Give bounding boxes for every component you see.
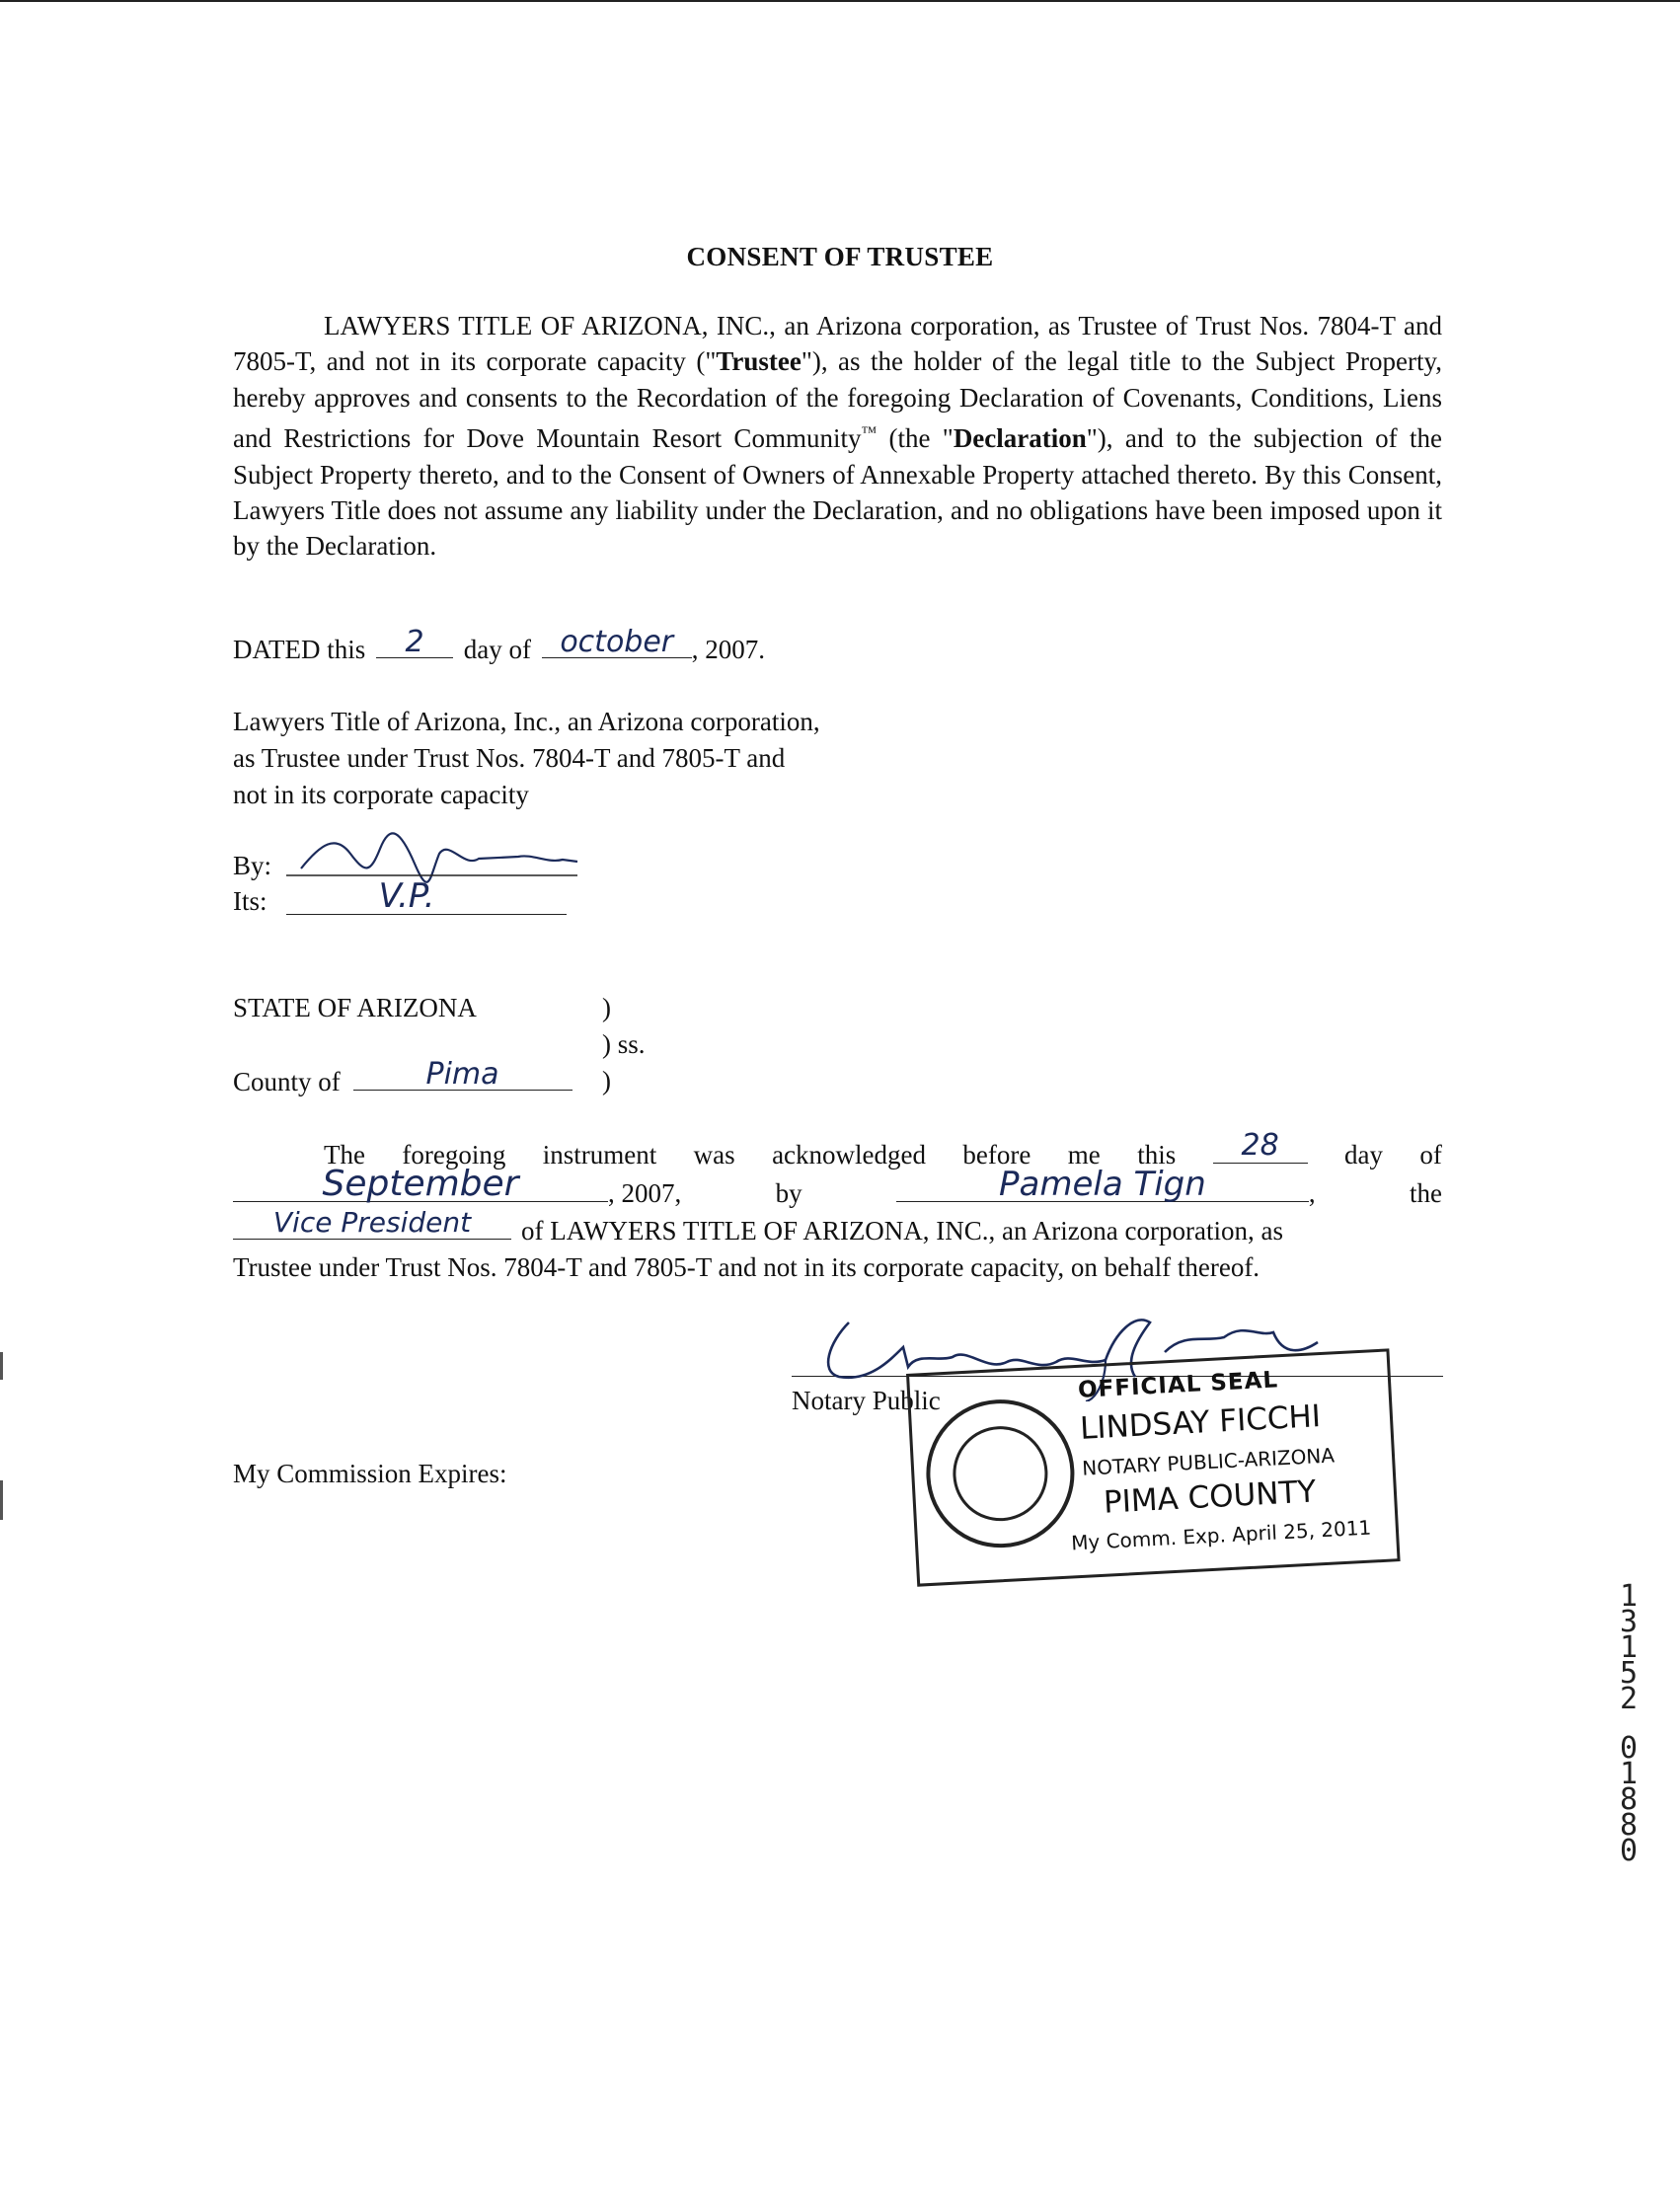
dated-month-field xyxy=(542,625,692,659)
ack-word: by xyxy=(775,1177,802,1208)
scan-mark xyxy=(0,1480,3,1520)
dated-prefix: DATED this xyxy=(233,635,366,664)
trustee-line: not in its corporate capacity xyxy=(233,780,529,809)
recording-number-char: 3 xyxy=(1619,1605,1639,1639)
its-handwritten: V.P. xyxy=(378,876,435,916)
ack-line-3 xyxy=(233,1205,1442,1249)
ack-day-field xyxy=(1213,1128,1308,1164)
dated-line xyxy=(233,625,765,666)
para-text: "), as the holder of the legal title to the Subject Property, hereby approves and consents to the Recordation of the foregoing Declaration of Covenants, Conditions, Liens and Restrictions for Dove Mountain Resort Community xyxy=(233,346,1442,454)
recording-number-char: 8 xyxy=(1619,1782,1639,1817)
dated-day-handwritten: 2 xyxy=(405,625,424,659)
commission-label: My Commission Expires: xyxy=(233,1459,507,1488)
ack-title-handwritten: Vice President xyxy=(272,1205,472,1239)
by-label: By: xyxy=(233,851,272,880)
venue-ss: ) ss. xyxy=(602,1029,646,1059)
para-text: (the " xyxy=(877,423,954,454)
seal-line-county: PIMA COUNTY xyxy=(1103,1473,1318,1521)
ack-name-handwritten: Pamela Tign xyxy=(999,1165,1206,1204)
county-label: County of xyxy=(233,1067,341,1096)
recording-number-char: 1 xyxy=(1619,1579,1639,1614)
venue-state: STATE OF ARIZONA xyxy=(233,993,477,1022)
venue-county xyxy=(233,1057,573,1098)
dated-mid: day of xyxy=(463,635,531,664)
acknowledgment-paragraph xyxy=(233,1128,1442,1285)
ack-word: acknowledged xyxy=(772,1140,927,1170)
recording-number-char: 0 xyxy=(1619,1731,1639,1766)
notary-label: Notary Public xyxy=(792,1386,941,1415)
dated-suffix: , 2007. xyxy=(691,635,765,664)
county-handwritten: Pima xyxy=(425,1057,499,1092)
trustee-line: as Trustee under Trust Nos. 7804-T and 7805-T and xyxy=(233,743,786,773)
trustee-line: Lawyers Title of Arizona, Inc., an Arizona corporation, xyxy=(233,707,820,736)
top-border-line xyxy=(0,0,1680,2)
ack-month-handwritten: September xyxy=(322,1164,519,1204)
ack-word: The xyxy=(324,1140,365,1170)
ack-name-field xyxy=(896,1165,1309,1204)
recording-number-char: 5 xyxy=(1619,1656,1639,1691)
consent-paragraph xyxy=(233,308,1442,565)
ack-word: this xyxy=(1137,1140,1177,1170)
ack-day-handwritten: 28 xyxy=(1241,1128,1279,1164)
ack-word: was xyxy=(693,1140,735,1170)
seal-line-notary: NOTARY PUBLIC-ARIZONA xyxy=(1081,1443,1336,1480)
seal-line-official: OFFICIAL SEAL xyxy=(1077,1367,1279,1403)
venue-paren: ) xyxy=(602,1066,611,1095)
ack-word: foregoing xyxy=(402,1140,506,1170)
ack-text: of LAWYERS TITLE OF ARIZONA, INC., an Arizona corporation, as xyxy=(521,1216,1283,1246)
dated-day-field xyxy=(376,625,453,659)
ack-month-field xyxy=(233,1164,608,1204)
its-label: Its: xyxy=(233,886,267,916)
recording-number-char: 8 xyxy=(1619,1808,1639,1843)
seal-line-expiration: My Comm. Exp. April 25, 2011 xyxy=(1070,1515,1372,1555)
ack-word: me xyxy=(1067,1140,1101,1170)
notary-seal-stamp xyxy=(906,1348,1401,1586)
seal-line-name: LINDSAY FICCHI xyxy=(1079,1398,1322,1447)
ack-word: of xyxy=(1419,1140,1442,1170)
county-field xyxy=(353,1057,573,1092)
recording-number-char: 2 xyxy=(1619,1682,1639,1716)
trademark-symbol: ™ xyxy=(861,424,878,442)
state-seal-emblem xyxy=(923,1396,1079,1551)
ack-name-group xyxy=(896,1165,1316,1212)
ack-year: , 2007, xyxy=(608,1177,682,1208)
para-text: LAWYERS TITLE OF ARIZONA, INC., an Arizona corporation, as Trustee of Trust Nos. 7804-T and 7805-T, and not in its corporate capacity (" xyxy=(233,311,1442,377)
trustee-block xyxy=(233,704,820,813)
dated-month-handwritten: october xyxy=(560,625,674,659)
ack-word: instrument xyxy=(542,1140,657,1170)
recording-number xyxy=(1609,1579,1648,1868)
ack-title-field xyxy=(233,1205,511,1240)
state-seal-inner xyxy=(951,1424,1050,1524)
para-bold-declaration: Declaration xyxy=(953,423,1087,454)
recording-number-char: 1 xyxy=(1619,1757,1639,1791)
document-title: CONSENT OF TRUSTEE xyxy=(686,242,994,271)
recording-number-char: 1 xyxy=(1619,1630,1639,1665)
ack-line-4: Trustee under Trust Nos. 7804-T and 7805-T and not in its corporate capacity, on behalf thereof. xyxy=(233,1251,1260,1282)
trustee-signature xyxy=(281,824,597,883)
its-field xyxy=(286,876,567,916)
para-bold-trustee: Trustee xyxy=(716,346,802,377)
recording-number-char: 0 xyxy=(1619,1834,1639,1868)
para-text: "), and to the subjection of the Subject Property thereto, and to the Consent of Owners of Annexable Property attached thereto. By this Consent, Lawyers Title does not assume any liability under the Declaration, and no obligations have been imposed upon it by the Declaration. xyxy=(233,423,1442,562)
scan-mark xyxy=(0,1352,3,1380)
ack-word: the xyxy=(1409,1177,1442,1208)
ack-word: before xyxy=(962,1140,1031,1170)
ack-word: day xyxy=(1344,1140,1383,1170)
ack-comma: , xyxy=(1308,1177,1316,1208)
venue-paren: ) xyxy=(602,993,611,1022)
